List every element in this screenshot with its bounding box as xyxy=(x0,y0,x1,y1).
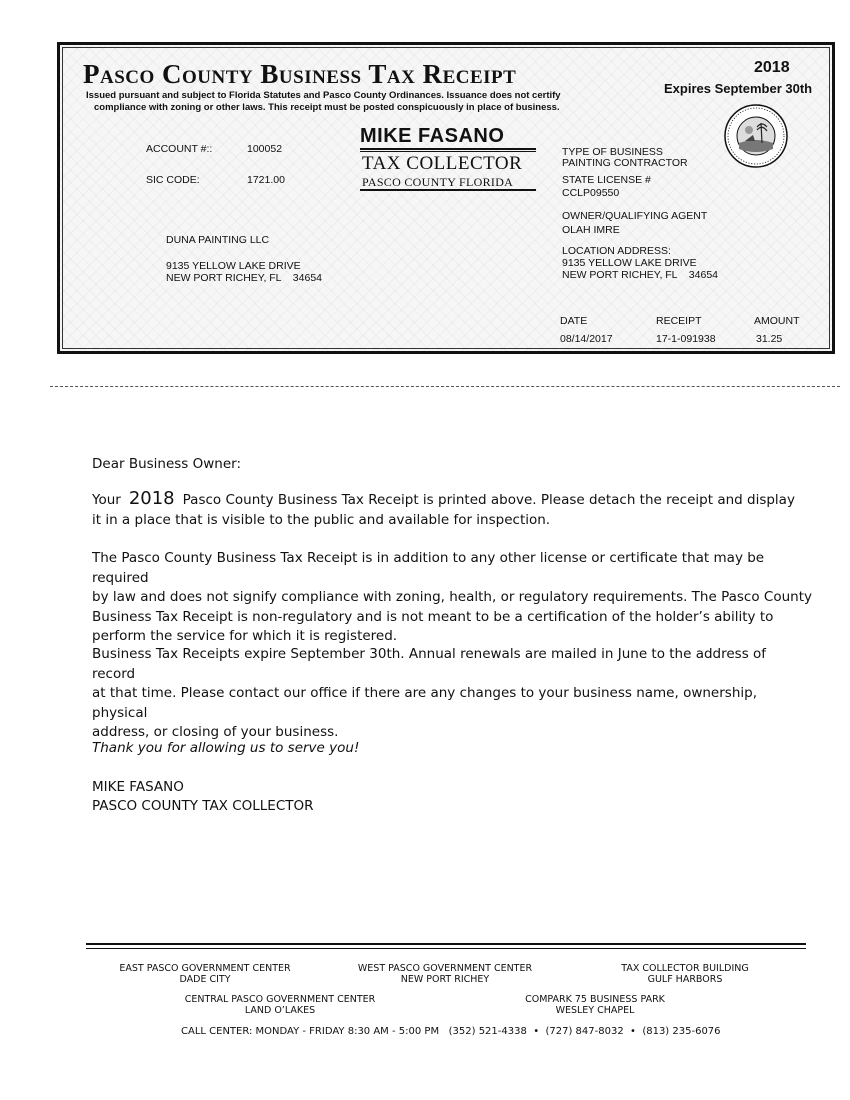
letter-paragraph-2 xyxy=(92,549,812,647)
phone-727: (727) 847-8032 xyxy=(545,1026,624,1037)
sic-code-label: SIC CODE: xyxy=(146,174,200,186)
office-east-city: DADE CITY xyxy=(179,974,231,985)
collector-rule-bottom xyxy=(360,189,536,191)
footer-rule-thin xyxy=(86,948,806,949)
letter-p1-line1-rest: Pasco County Business Tax Receipt is printed above. Please detach the receipt and display xyxy=(182,492,795,508)
receipt-year: 2018 xyxy=(754,59,790,76)
letter-p1-line1 xyxy=(92,489,812,511)
signature-title: PASCO COUNTY TAX COLLECTOR xyxy=(92,798,314,814)
detach-line xyxy=(50,386,840,387)
office-compark-city: WESLEY CHAPEL xyxy=(555,1005,635,1016)
letter-p2-line1: The Pasco County Business Tax Receipt is in addition to any other license or certificate that may be required xyxy=(92,550,765,586)
letter-greeting: Dear Business Owner: xyxy=(92,456,242,472)
receipt-subtitle-line2: compliance with zoning or other laws. This receipt must be posted conspicuously in place of business. xyxy=(94,102,560,113)
office-east-pasco xyxy=(95,963,315,985)
sic-code-value: 1721.00 xyxy=(247,174,285,186)
bullet-1: • xyxy=(533,1026,540,1037)
receipt-expiration: Expires September 30th xyxy=(664,81,813,96)
business-address-line2: NEW PORT RICHEY, FL 34654 xyxy=(166,272,323,284)
receipt-title: Pasco County Business Tax Receipt xyxy=(83,59,517,89)
business-type-label: TYPE OF BUSINESS xyxy=(562,146,663,158)
letter-p1-line2: it in a place that is visible to the public and available for inspection. xyxy=(92,511,551,528)
letter-p1-year: 2018 xyxy=(128,488,175,509)
amount-value: 31.25 xyxy=(756,333,783,345)
signature-name: MIKE FASANO xyxy=(92,779,184,795)
letter-p1-prefix: Your xyxy=(92,492,121,508)
office-tc-name: TAX COLLECTOR BUILDING xyxy=(621,963,749,974)
bullet-2: • xyxy=(630,1026,636,1037)
receipt-number-label: RECEIPT xyxy=(656,315,702,327)
office-compark xyxy=(490,994,700,1016)
office-central-name: CENTRAL PASCO GOVERNMENT CENTER xyxy=(184,994,376,1005)
date-label: DATE xyxy=(560,315,588,327)
office-tax-collector-building xyxy=(585,963,785,985)
location-label: LOCATION ADDRESS: xyxy=(562,245,671,257)
business-address-line1: 9135 YELLOW LAKE DRIVE xyxy=(166,260,301,272)
office-tc-city: GULF HARBORS xyxy=(647,974,723,985)
account-label: ACCOUNT #:: xyxy=(146,143,213,155)
phone-813: (813) 235-6076 xyxy=(642,1026,721,1037)
call-center-hours: CALL CENTER: MONDAY - FRIDAY 8:30 AM - 5:00 PM xyxy=(181,1026,440,1037)
owner-label: OWNER/QUALIFYING AGENT xyxy=(562,210,708,222)
receipt-number-value: 17-1-091938 xyxy=(656,333,716,345)
phone-352: (352) 521-4338 xyxy=(448,1026,527,1037)
office-west-name: WEST PASCO GOVERNMENT CENTER xyxy=(357,963,533,974)
letter-p2-line3: Business Tax Receipt is non-regulatory and is not meant to be a certification of the holder’s ability to xyxy=(92,608,774,625)
state-license-label: STATE LICENSE # xyxy=(562,174,651,186)
office-compark-name: COMPARK 75 BUSINESS PARK xyxy=(525,994,665,1005)
letter-p2-line2: by law and does not signify compliance with zoning, health, or regulatory requirements. The Pasco County xyxy=(92,589,812,605)
collector-title: TAX COLLECTOR xyxy=(362,153,523,174)
county-seal-icon xyxy=(723,103,789,169)
business-name: DUNA PAINTING LLC xyxy=(166,234,270,246)
receipt-subtitle-line1: Issued pursuant and subject to Florida Statutes and Pasco County Ordinances. Issuance does not certify xyxy=(86,90,561,101)
letter-paragraph-1 xyxy=(92,489,812,530)
collector-name: MIKE FASANO xyxy=(360,125,505,147)
location-address-line2: NEW PORT RICHEY, FL 34654 xyxy=(562,269,719,281)
office-west-city: NEW PORT RICHEY xyxy=(400,974,490,985)
footer-rule xyxy=(86,943,806,945)
office-central-city: LAND O’LAKES xyxy=(244,1005,316,1016)
state-license-value: CCLP09550 xyxy=(562,187,620,199)
account-value: 100052 xyxy=(247,143,283,155)
amount-label: AMOUNT xyxy=(754,315,800,327)
business-type-value: PAINTING CONTRACTOR xyxy=(562,157,688,169)
collector-rule-top xyxy=(360,148,536,150)
owner-value: OLAH IMRE xyxy=(562,224,620,236)
office-central-pasco xyxy=(165,994,395,1016)
letter-p3-line1: Business Tax Receipts expire September 30th. Annual renewals are mailed in June to the address of record xyxy=(92,646,767,682)
call-center-line xyxy=(181,1026,721,1037)
office-west-pasco xyxy=(335,963,555,985)
date-value: 08/14/2017 xyxy=(560,333,613,345)
tax-receipt-card xyxy=(57,42,835,354)
location-address-line1: 9135 YELLOW LAKE DRIVE xyxy=(562,257,697,269)
letter-thanks: Thank you for allowing us to serve you! xyxy=(92,740,360,756)
letter-p2-line4: perform the service for which it is registered. xyxy=(92,628,398,644)
letter-paragraph-3 xyxy=(92,645,812,743)
office-east-name: EAST PASCO GOVERNMENT CENTER xyxy=(119,963,291,974)
letter-p3-line2: at that time. Please contact our office if there are any changes to your business name, ownership, physical xyxy=(92,685,757,721)
collector-county: PASCO COUNTY FLORIDA xyxy=(362,175,514,189)
collector-rule-top-thin xyxy=(360,151,536,152)
letter-p3-line3: address, or closing of your business. xyxy=(92,724,339,740)
